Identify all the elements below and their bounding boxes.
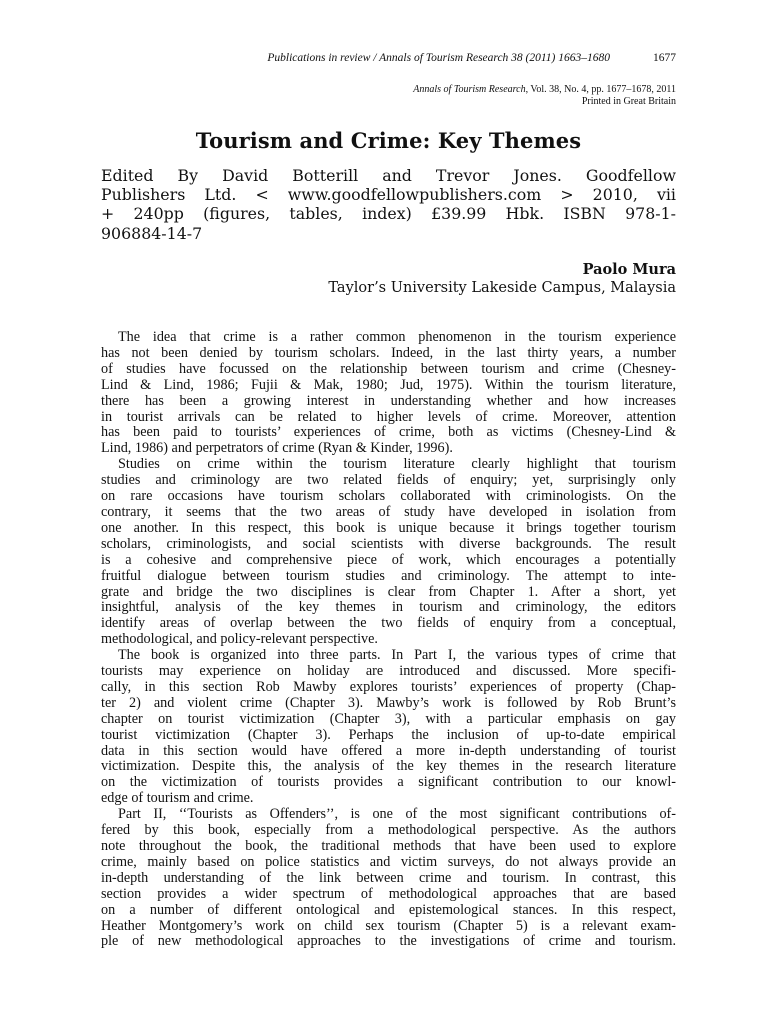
- body-line: tourists may experience on holiday are introduced and discussed. More specifi-: [101, 663, 676, 680]
- body-line: ter 2) and violent crime (Chapter 3). Mawby’s work is followed by Rob Brunt’s: [101, 694, 676, 711]
- book-details-line: Publishers Ltd. < www.goodfellowpublishers.com > 2010, vii: [101, 185, 676, 205]
- body-line: victimization. Despite this, the analysis of the key themes in the research literature: [101, 758, 676, 775]
- page-number: 1677: [653, 52, 676, 64]
- body-line: there has been a growing interest in understanding whether and how increases: [101, 392, 676, 409]
- running-head-text: Publications in review / Annals of Tourism Research 38 (2011) 1663–1680: [267, 52, 610, 64]
- body-line: contrary, it seems that the two areas of study have developed in isolation from: [101, 503, 676, 520]
- body-line: tourist victimization (Chapter 3). Perhaps the inclusion of up-to-date empirical: [101, 726, 676, 743]
- journal-citation: [413, 84, 676, 96]
- body-line: Studies on crime within the tourism literature clearly highlight that tourism: [118, 456, 676, 473]
- body-line: of studies have focussed on the relationship between tourism and crime (Chesney-: [101, 360, 676, 377]
- journal-volume-pages: , Vol. 38, No. 4, pp. 1677–1678, 2011: [525, 84, 676, 95]
- body-line: on the victimization of tourists provides a significant contribution to our knowl-: [101, 774, 676, 791]
- body-line: grate and bridge the two disciplines is clear from Chapter 1. After a short, yet: [101, 583, 676, 600]
- body-line: Lind & Lind, 1986; Fujii & Mak, 1980; Jud, 1975). Within the tourism literature,: [101, 376, 676, 393]
- body-line: section provides a wider spectrum of methodological approaches that are based: [101, 885, 676, 902]
- review-body: [101, 330, 676, 950]
- body-line: one another. In this respect, this book is unique because it brings together tourism: [101, 519, 676, 536]
- body-line: fered by this book, especially from a methodological perspective. As the authors: [101, 822, 676, 839]
- body-line: has not been denied by tourism scholars. Indeed, in the last thirty years, a number: [101, 344, 676, 361]
- body-line: methodological, and policy-relevant perspective.: [101, 631, 378, 648]
- book-details-line: + 240pp (figures, tables, index) £39.99 Hbk. ISBN 978-1-: [101, 204, 676, 224]
- body-line: note throughout the book, the traditional methods that have been used to explore: [101, 838, 676, 854]
- body-line: has been paid to tourists’ experiences of crime, both as victims (Chesney-Lind &: [101, 424, 676, 441]
- body-line: fruitful dialogue between tourism studies and criminology. The attempt to inte-: [101, 567, 676, 584]
- body-line: The idea that crime is a rather common phenomenon in the tourism experience: [118, 329, 676, 345]
- body-line: crime, mainly based on police statistics and victim surveys, do not always provide an: [101, 853, 676, 870]
- body-line: Heather Montgomery’s work on child sex tourism (Chapter 5) is a relevant exam-: [101, 917, 676, 934]
- book-title: Tourism and Crime: Key Themes: [195, 128, 582, 153]
- body-line: studies and criminology are two related fields of enquiry; yet, surprisingly only: [101, 472, 676, 489]
- book-details: [101, 166, 676, 243]
- body-line: Part II, ‘‘Tourists as Offenders’’, is one of the most significant contributions of-: [118, 806, 676, 823]
- body-line: scholars, criminologists, and social scientists with diverse backgrounds. The result: [101, 535, 676, 552]
- book-details-line: Edited By David Botterill and Trevor Jones. Goodfellow: [101, 166, 676, 185]
- body-line: in tourist arrivals can be related to higher levels of crime. Moreover, attention: [101, 408, 676, 425]
- reviewer-affiliation: Taylor’s University Lakeside Campus, Malaysia: [328, 280, 676, 296]
- body-line: ple of new methodological approaches to the investigations of crime and tourism.: [101, 933, 676, 950]
- body-line: cally, in this section Rob Mawby explores tourists’ experiences of property (Chap-: [101, 678, 676, 695]
- reviewer-name: Paolo Mura: [582, 261, 676, 278]
- body-line: chapter on tourist victimization (Chapter 3), with a particular emphasis on gay: [101, 710, 676, 727]
- body-line: on rare occasions have tourism scholars collaborated with criminologists. On the: [101, 488, 676, 505]
- journal-name: Annals of Tourism Research: [413, 84, 526, 95]
- body-line: data in this section would have offered a more in-depth understanding of tourist: [101, 742, 676, 759]
- body-line: is a cohesive and comprehensive piece of work, which encourages a potentially: [101, 551, 676, 568]
- body-line: The book is organized into three parts. In Part I, the various types of crime that: [118, 647, 676, 664]
- body-line: in-depth understanding of the link between crime and tourism. In contrast, this: [101, 869, 676, 886]
- journal-page: [101, 0, 676, 1024]
- body-line: insightful, analysis of the key themes in tourism and criminology, the editors: [101, 599, 676, 616]
- body-line: identify areas of overlap between the two fields of enquiry from a conceptual,: [101, 615, 676, 632]
- book-details-line: 906884-14-7: [101, 223, 203, 243]
- body-line: on a number of different ontological and epistemological stances. In this respect,: [101, 901, 676, 918]
- body-line: Lind, 1986) and perpetrators of crime (Ryan & Kinder, 1996).: [101, 440, 453, 457]
- journal-info: [413, 84, 676, 108]
- body-line: edge of tourism and crime.: [101, 790, 254, 807]
- printed-in: Printed in Great Britain: [581, 96, 676, 107]
